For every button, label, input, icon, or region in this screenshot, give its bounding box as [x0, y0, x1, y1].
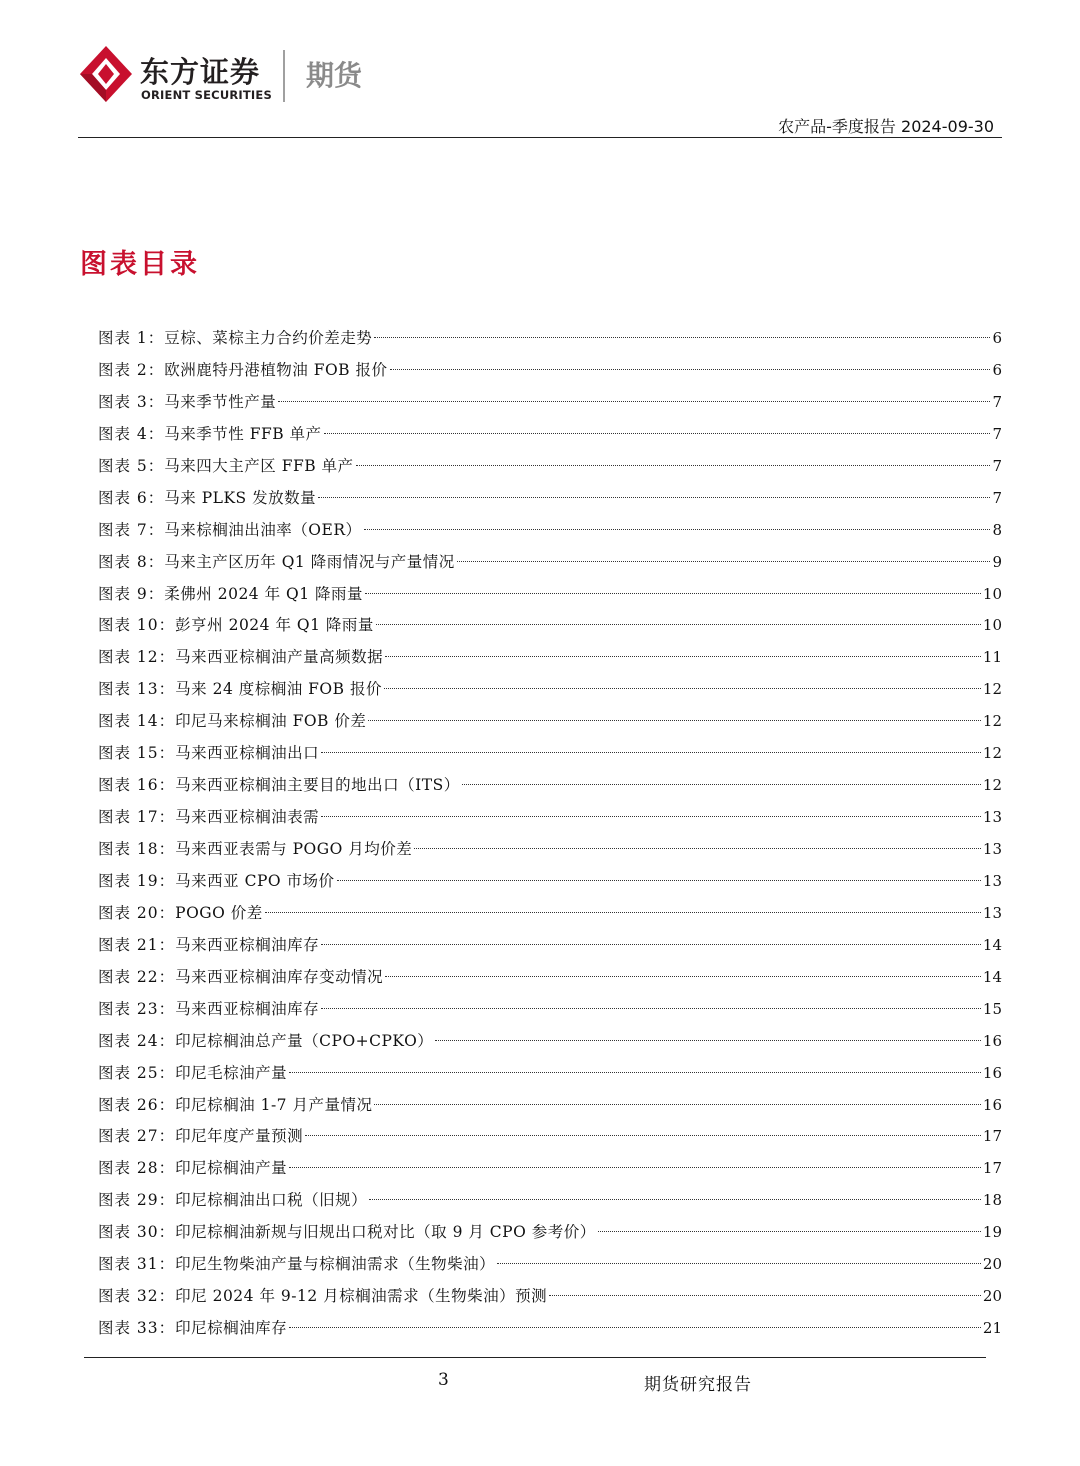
toc-entry[interactable] [98, 1281, 1002, 1313]
toc-leader-dots [462, 784, 981, 785]
toc-entry[interactable] [98, 674, 1002, 706]
toc-entry[interactable] [98, 706, 1002, 738]
brand-logo [78, 44, 398, 106]
toc-entry-title: 马来西亚棕榈油库存 [175, 999, 320, 1018]
toc-entry[interactable] [98, 642, 1002, 674]
toc-entry-title: 印尼年度产量预测 [175, 1127, 304, 1146]
toc-entry-title: 印尼马来棕榈油 FOB 价差 [175, 712, 367, 731]
toc-entry-title: 彭亨州 2024 年 Q1 降雨量 [175, 616, 374, 635]
toc-entry[interactable] [98, 579, 1002, 611]
toc-leader-dots [265, 912, 981, 913]
toc-entry-title: 马来西亚棕榈油库存变动情况 [175, 967, 384, 986]
logo-chinese-name: 东方证券 [140, 55, 261, 89]
toc-entry-title: 马来棕榈油出油率（OER） [164, 520, 362, 539]
toc-entry[interactable] [98, 419, 1002, 451]
toc-entry[interactable] [98, 738, 1002, 770]
toc-leader-dots [321, 752, 981, 753]
toc-entry-label: 图表 12： [98, 648, 176, 667]
toc-entry-page: 13 [982, 808, 1002, 827]
toc-entry-title: 豆棕、菜棕主力合约价差走势 [164, 329, 373, 347]
toc-entry-title: 印尼生物柴油产量与棕榈油需求（生物柴油） [175, 1255, 496, 1274]
toc-leader-dots [289, 1167, 981, 1168]
toc-entry[interactable] [98, 451, 1002, 483]
toc-entry-label: 图表 27： [98, 1127, 176, 1146]
toc-entry-label: 图表 13： [98, 680, 176, 699]
toc-leader-dots [364, 529, 991, 530]
toc-leader-dots [321, 944, 981, 945]
toc-leader-dots [390, 369, 991, 370]
toc-entry-label: 图表 32： [98, 1287, 176, 1306]
toc-leader-dots [497, 1263, 981, 1264]
toc-leader-dots [337, 880, 981, 881]
toc-entry[interactable] [98, 962, 1002, 994]
report-date: 2024-09-30 [901, 117, 994, 136]
toc-leader-dots [356, 465, 991, 466]
toc-entry-title: POGO 价差 [175, 903, 263, 922]
footer-divider [84, 1357, 986, 1358]
toc-entry-label: 图表 16： [98, 776, 176, 795]
toc-entry-label: 图表 2： [98, 360, 165, 379]
toc-entry[interactable] [98, 770, 1002, 802]
toc-entry-page: 12 [982, 744, 1002, 763]
toc-entry-title: 印尼棕榈油新规与旧规出口税对比（取 9 月 CPO 参考价） [175, 1223, 596, 1242]
toc-entry-title: 马来西亚棕榈油主要目的地出口（ITS） [175, 776, 460, 795]
toc-leader-dots [374, 1104, 980, 1105]
toc-entry-label: 图表 30： [98, 1223, 176, 1242]
toc-entry-page: 7 [992, 424, 1002, 443]
toc-entry-label: 图表 14： [98, 712, 176, 731]
toc-entry-page: 12 [982, 712, 1002, 731]
toc-entry-title: 马来 PLKS 发放数量 [164, 488, 317, 507]
toc-entry-title: 印尼棕榈油产量 [175, 1159, 288, 1178]
toc-entry-page: 9 [992, 552, 1002, 571]
toc-entry-label: 图表 22： [98, 967, 176, 986]
report-meta [778, 114, 994, 137]
toc-leader-dots [369, 1199, 981, 1200]
toc-entry-page: 13 [982, 903, 1002, 922]
toc-leader-dots [385, 656, 981, 657]
toc-entry-page: 13 [982, 871, 1002, 890]
toc-entry-label: 图表 31： [98, 1255, 176, 1274]
toc-entry-title: 马来西亚棕榈油表需 [175, 808, 320, 827]
toc-entry-label: 图表 6： [98, 488, 165, 507]
toc-entry-title: 柔佛州 2024 年 Q1 降雨量 [164, 584, 364, 603]
toc-entry-title: 印尼棕榈油出口税（旧规） [175, 1191, 368, 1210]
toc-leader-dots [368, 720, 981, 721]
toc-entry-label: 图表 28： [98, 1159, 176, 1178]
toc-entry-label: 图表 19： [98, 871, 176, 890]
toc-entry-title: 印尼棕榈油 1-7 月产量情况 [175, 1095, 373, 1114]
toc-leader-dots [289, 1072, 981, 1073]
toc-entry-title: 马来西亚表需与 POGO 月均价差 [175, 840, 413, 858]
toc-leader-dots [289, 1327, 981, 1328]
toc-leader-dots [365, 593, 981, 594]
toc-entry-page: 19 [982, 1223, 1002, 1242]
footer-page-number: 3 [438, 1370, 449, 1390]
toc-entry-label: 图表 17： [98, 808, 176, 827]
toc-entry-title: 马来西亚棕榈油库存 [175, 935, 320, 954]
toc-entry-page: 12 [982, 680, 1002, 699]
toc-entry[interactable] [98, 834, 1002, 866]
toc-entry-page: 14 [982, 967, 1002, 986]
toc-entry-title: 马来西亚 CPO 市场价 [175, 871, 335, 890]
toc-entry-page: 17 [982, 1127, 1002, 1146]
toc-entry-page: 8 [992, 520, 1002, 539]
toc-entry[interactable] [98, 802, 1002, 834]
logo-english-name: ORIENT SECURITIES [141, 88, 272, 102]
toc-entry-title: 马来西亚棕榈油出口 [175, 744, 320, 763]
toc-entry[interactable] [98, 1249, 1002, 1281]
toc-entry-page: 11 [982, 648, 1002, 667]
toc-entry-page: 6 [992, 329, 1002, 347]
toc-entry-page: 16 [982, 1063, 1002, 1082]
toc-entry-page: 16 [982, 1095, 1002, 1114]
toc-entry-page: 7 [992, 488, 1002, 507]
toc-entry[interactable] [98, 898, 1002, 930]
toc-entry-label: 图表 1： [98, 329, 165, 347]
toc-entry-label: 图表 21： [98, 935, 176, 954]
toc-entry[interactable] [98, 547, 1002, 579]
toc-leader-dots [278, 401, 990, 402]
toc-entry[interactable] [98, 1026, 1002, 1058]
toc-leader-dots [549, 1295, 981, 1296]
toc-entry-title: 印尼 2024 年 9-12 月棕榈油需求（生物柴油）预测 [175, 1287, 548, 1306]
toc-entry-label: 图表 9： [98, 584, 165, 603]
toc-leader-dots [414, 848, 981, 849]
toc-entry[interactable] [98, 1090, 1002, 1122]
report-category: 农产品-季度报告 [778, 117, 896, 136]
toc-entry-title: 马来季节性产量 [164, 392, 277, 411]
toc-entry[interactable] [98, 355, 1002, 387]
toc-entry[interactable] [98, 483, 1002, 515]
toc-entry-label: 图表 25： [98, 1063, 176, 1082]
toc-leader-dots [318, 497, 990, 498]
toc-entry-title: 印尼毛棕油产量 [175, 1063, 288, 1082]
toc-entry[interactable] [98, 1153, 1002, 1185]
toc-entry-title: 马来西亚棕榈油产量高频数据 [175, 648, 384, 667]
toc-entry-page: 21 [982, 1319, 1002, 1338]
toc-leader-dots [457, 561, 991, 562]
toc-leader-dots [384, 688, 981, 689]
toc-entry[interactable] [98, 610, 1002, 642]
toc-entry[interactable] [98, 994, 1002, 1026]
toc-entry[interactable] [98, 930, 1002, 962]
toc-entry[interactable] [98, 1185, 1002, 1217]
toc-entry-title: 马来 24 度棕榈油 FOB 报价 [175, 680, 382, 699]
toc-entry-label: 图表 3： [98, 392, 165, 411]
toc-entry-label: 图表 10： [98, 616, 176, 635]
toc-entry-page: 10 [982, 616, 1002, 635]
toc-entry-label: 图表 29： [98, 1191, 176, 1210]
toc-entry-page: 20 [982, 1287, 1002, 1306]
toc-entry[interactable] [98, 323, 1002, 355]
toc-leader-dots [435, 1040, 981, 1041]
toc-entry-page: 16 [982, 1031, 1002, 1050]
toc-entry[interactable] [98, 515, 1002, 547]
toc-entry-label: 图表 7： [98, 520, 165, 539]
toc-entry-page: 17 [982, 1159, 1002, 1178]
toc-leader-dots [321, 1008, 981, 1009]
toc-entry-label: 图表 26： [98, 1095, 176, 1114]
toc-entry-label: 图表 18： [98, 840, 176, 858]
toc-entry-label: 图表 4： [98, 424, 165, 443]
header-divider [78, 137, 1002, 138]
toc-entry-label: 图表 8： [98, 552, 165, 571]
toc-entry-page: 15 [982, 999, 1002, 1018]
toc-leader-dots [385, 976, 981, 977]
toc-entry-label: 图表 5： [98, 456, 165, 475]
toc-entry-title: 马来季节性 FFB 单产 [164, 424, 322, 443]
toc-entry-page: 10 [982, 584, 1002, 603]
toc-entry-page: 14 [982, 935, 1002, 954]
toc-entry-label: 图表 20： [98, 903, 176, 922]
toc-entry[interactable] [98, 866, 1002, 898]
toc-entry-label: 图表 23： [98, 999, 176, 1018]
toc-leader-dots [324, 433, 991, 434]
toc-entry-page: 6 [992, 360, 1002, 379]
toc-entry-title: 印尼棕榈油库存 [175, 1319, 288, 1338]
footer-label: 期货研究报告 [644, 1375, 752, 1395]
toc-entry-page: 7 [992, 456, 1002, 475]
toc-leader-dots [376, 624, 981, 625]
toc-entry[interactable] [98, 1313, 1002, 1345]
toc-entry-page: 13 [982, 840, 1002, 858]
orient-securities-logo-icon [78, 44, 134, 104]
toc-entry-title: 印尼棕榈油总产量（CPO+CPKO） [175, 1031, 434, 1050]
toc-entry[interactable] [98, 1121, 1002, 1153]
toc-entry-page: 12 [982, 776, 1002, 795]
toc-entry-label: 图表 15： [98, 744, 176, 763]
toc-entry-label: 图表 33： [98, 1319, 176, 1338]
toc-leader-dots [374, 337, 990, 338]
toc-title: 图表目录 [80, 249, 200, 280]
logo-divider [283, 50, 285, 102]
toc-entry-title: 欧洲鹿特丹港植物油 FOB 报价 [164, 360, 388, 379]
toc-entry-page: 20 [982, 1255, 1002, 1274]
toc-entry-page: 7 [992, 392, 1002, 411]
toc-entry-title: 马来四大主产区 FFB 单产 [164, 456, 354, 475]
logo-subtitle: 期货 [306, 59, 363, 92]
toc-entry-title: 马来主产区历年 Q1 降雨情况与产量情况 [164, 552, 455, 571]
toc-entry[interactable] [98, 1058, 1002, 1090]
toc-leader-dots [321, 816, 981, 817]
toc-leader-dots [305, 1135, 981, 1136]
toc-leader-dots [598, 1231, 981, 1232]
toc-list [98, 323, 1002, 1345]
toc-entry[interactable] [98, 1217, 1002, 1249]
toc-entry-label: 图表 24： [98, 1031, 176, 1050]
toc-entry[interactable] [98, 387, 1002, 419]
toc-entry-page: 18 [982, 1191, 1002, 1210]
